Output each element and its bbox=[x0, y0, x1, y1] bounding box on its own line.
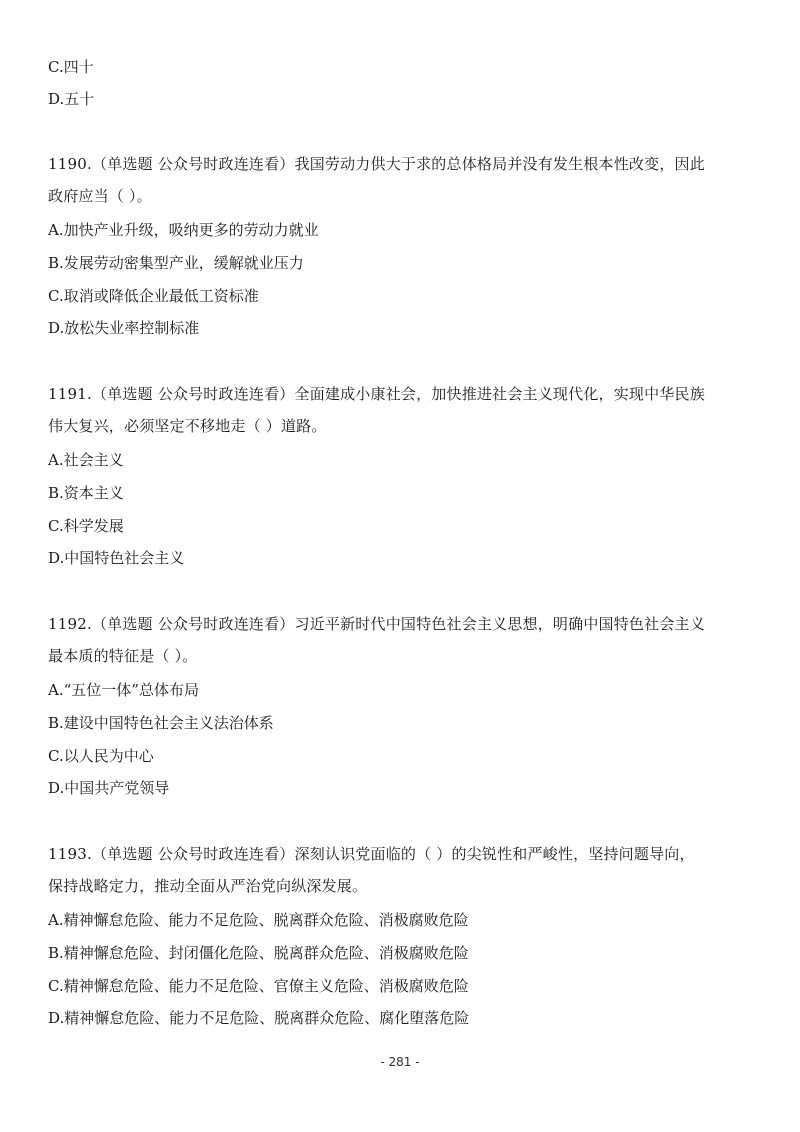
question-stem-line: 政府应当（ ）。 bbox=[48, 187, 152, 205]
option-c: C.科学发展 bbox=[48, 517, 124, 535]
option-d: D.中国特色社会主义 bbox=[48, 549, 185, 567]
question-stem-line: 伟大复兴，必须坚定不移地走（ ）道路。 bbox=[48, 417, 327, 435]
option-a: A.精神懈怠危险、能力不足危险、脱离群众危险、消极腐败危险 bbox=[48, 911, 469, 929]
option-a: A.“五位一体”总体布局 bbox=[48, 681, 199, 699]
question-stem-line: 1193.（单选题 公众号时政连连看）深刻认识党面临的（ ）的尖锐性和严峻性，坚持问题导向， bbox=[48, 845, 695, 863]
option-a: A.加快产业升级，吸纳更多的劳动力就业 bbox=[48, 221, 319, 239]
option-c: C.取消或降低企业最低工资标准 bbox=[48, 287, 259, 305]
option-d: D.放松失业率控制标准 bbox=[48, 319, 200, 337]
question-stem-line: 1192.（单选题 公众号时政连连看）习近平新时代中国特色社会主义思想，明确中国特色社会主义 bbox=[48, 615, 705, 633]
option-b: B.发展劳动密集型产业，缓解就业压力 bbox=[48, 254, 304, 272]
option-d: D.中国共产党领导 bbox=[48, 779, 170, 797]
option-d: D.五十 bbox=[48, 90, 95, 108]
question-stem-line: 1191.（单选题 公众号时政连连看）全面建成小康社会，加快推进社会主义现代化，实现中华民族 bbox=[48, 385, 705, 403]
question-stem-line: 最本质的特征是（ ）。 bbox=[48, 647, 198, 665]
question-stem-line: 1190.（单选题 公众号时政连连看）我国劳动力供大于求的总体格局并没有发生根本性改变，因此 bbox=[48, 155, 705, 173]
option-c: C.四十 bbox=[48, 58, 94, 76]
option-b: B.资本主义 bbox=[48, 484, 124, 502]
option-b: B.建设中国特色社会主义法治体系 bbox=[48, 714, 274, 732]
question-stem-line: 保持战略定力，推动全面从严治党向纵深发展。 bbox=[48, 877, 368, 895]
option-c: C.精神懈怠危险、能力不足危险、官僚主义危险、消极腐败危险 bbox=[48, 977, 469, 995]
page-number: - 281 - bbox=[380, 1055, 420, 1069]
option-c: C.以人民为中心 bbox=[48, 747, 154, 765]
option-d: D.精神懈怠危险、能力不足危险、脱离群众危险、腐化堕落危险 bbox=[48, 1009, 470, 1027]
option-b: B.精神懈怠危险、封闭僵化危险、脱离群众危险、消极腐败危险 bbox=[48, 944, 469, 962]
option-a: A.社会主义 bbox=[48, 451, 124, 469]
